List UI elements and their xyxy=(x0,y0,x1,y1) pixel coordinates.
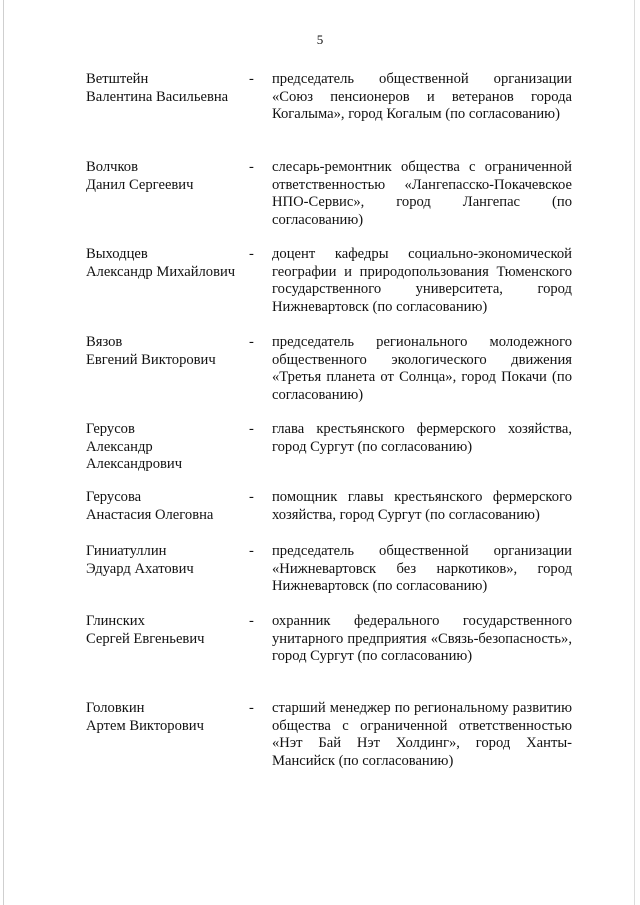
member-surname: Герусова xyxy=(86,489,142,505)
member-surname: Гиниатуллин xyxy=(86,543,167,559)
member-name xyxy=(86,334,251,369)
member-name xyxy=(86,246,251,281)
entry-dash: - xyxy=(249,613,254,629)
entry-dash: - xyxy=(249,421,254,437)
entry-dash: - xyxy=(249,334,254,350)
entry-dash: - xyxy=(249,700,254,716)
page-number: 5 xyxy=(316,32,324,47)
member-name xyxy=(86,71,251,106)
member-surname: Вязов xyxy=(86,334,123,350)
member-surname: Волчков xyxy=(86,159,138,175)
scan-edge-right xyxy=(634,0,635,905)
member-name xyxy=(86,489,251,524)
member-name xyxy=(86,700,251,735)
member-position: председатель общественной организации «Союз пенсионеров и ветеранов города Когалыма», город Когалым (по согласованию) xyxy=(272,71,572,123)
member-given-names: Анастасия Олеговна xyxy=(86,506,214,523)
entry-dash: - xyxy=(249,543,254,559)
member-surname: Герусов xyxy=(86,421,135,437)
member-given-names: Эдуард Ахатович xyxy=(86,560,194,577)
member-name xyxy=(86,613,251,648)
member-given-names: Валентина Васильевна xyxy=(86,88,229,105)
member-surname: Ветштейн xyxy=(86,71,149,87)
member-given-names: Евгений Викторович xyxy=(86,351,216,368)
member-position: председатель регионального молодежного общественного экологического движения «Третья планета от Солнца», город Покачи (по согласованию) xyxy=(272,334,572,403)
member-given-names: Артем Викторович xyxy=(86,717,204,734)
member-name xyxy=(86,421,251,474)
member-position: охранник федерального государственного унитарного предприятия «Связь-безопасность», город Сургут (по согласованию) xyxy=(272,613,572,665)
entry-dash: - xyxy=(249,489,254,505)
member-surname: Выходцев xyxy=(86,246,148,262)
member-given-names: Александр Михайлович xyxy=(86,263,236,280)
member-position: старший менеджер по региональному развитию общества с ограниченной ответственностью «Нэт Бай Нэт Холдинг», город Ханты-Мансийск (по согласованию) xyxy=(272,700,572,769)
member-patronymic: Александрович xyxy=(86,456,183,473)
member-name xyxy=(86,543,251,578)
member-position: председатель общественной организации «Нижневартовск без наркотиков», город Нижневартовск (по согласованию) xyxy=(272,543,572,595)
entry-dash: - xyxy=(249,246,254,262)
member-name xyxy=(86,159,251,194)
member-position: помощник главы крестьянского фермерского хозяйства, город Сургут (по согласованию) xyxy=(272,489,572,523)
member-position: доцент кафедры социально-экономической географии и природопользования Тюменского государственного университета, город Нижневартовск (по согласованию) xyxy=(272,246,572,315)
entry-dash: - xyxy=(249,159,254,175)
member-given-names: Данил Сергеевич xyxy=(86,176,194,193)
member-position: глава крестьянского фермерского хозяйства, город Сургут (по согласованию) xyxy=(272,421,572,455)
member-given-names: Александр xyxy=(86,438,153,455)
entry-dash: - xyxy=(249,71,254,87)
member-surname: Глинских xyxy=(86,613,145,629)
scan-edge-left xyxy=(3,0,4,905)
member-surname: Головкин xyxy=(86,700,145,716)
member-position: слесарь-ремонтник общества с ограниченной ответственностью «Лангепасско-Покачевское НПО-Сервис», город Лангепас (по согласованию) xyxy=(272,159,572,228)
member-given-names: Сергей Евгеньевич xyxy=(86,630,205,647)
